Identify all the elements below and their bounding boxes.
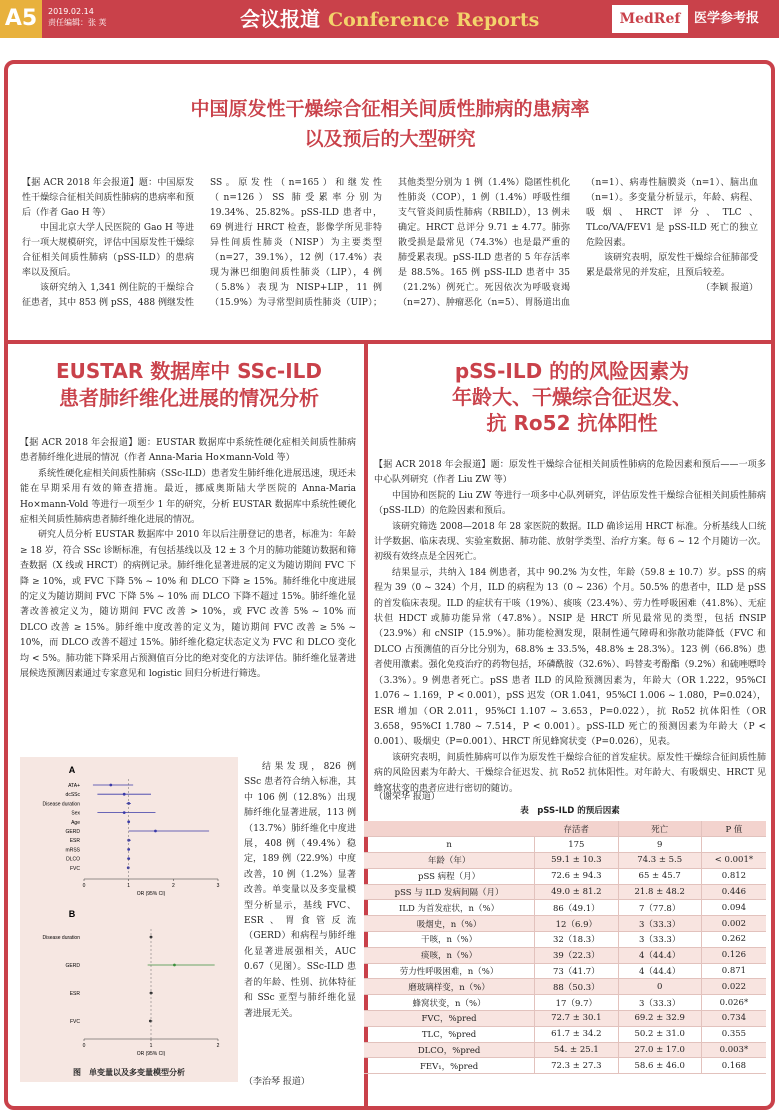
table-row [364,884,766,900]
article3-para: 该研究表明，间质性肺病可以作为原发性干燥综合征的首发症状。原发性干燥综合征间质性肺病的风险因素为年龄大、干燥综合征迟发、抗 Ro52 抗体阳性。对年龄大、有吸烟史、HRCT 见蜂窝状变的患者应进行密切的随访。 [374,752,766,794]
panel-b-label: B [68,909,76,919]
table-cell: 磨玻璃样变，n（%） [364,979,535,995]
table-row [364,868,766,884]
forest-a-row-label: DLCO [66,856,80,863]
table-cell: 0.126 [701,947,766,963]
table-cell: 59.1 ± 10.3 [535,853,618,869]
table-row [364,837,766,853]
table-cell: FVC，%pred [364,1011,535,1027]
table-cell: 54. ± 25.1 [535,1042,618,1058]
article2-para: 研究人员分析 EUSTAR 数据库中 2010 年以后注册登记的患者，标准为：年龄 ≥ 18 岁，符合 SSc 诊断标准，有包括基线以及 12 ± 3 个月的肺功能随访数据和筛查数据（X 线或 HRCT）的病例记录。肺纤维化显著进展的定义为随访期间 FVC 下降 ≥ 10%，或 FVC 下降 5% ~ 10% 和 DLCO 下降 ≥ 15%。肺纤维化中度进展的定义为随访期间 FVC 下降 5% ~ 10% 而 DLCO 下降不超过 15%。肺纤维化显著改善被定义为，随访期间 FVC 改善 > 10%，或 FVC 改善 5% ~ 10% 而 DLCO 改善 ≥ 15%。肺纤维中度改善的定义为，随访期间 FVC 改善 ≥ 5% ~ 10%，而 DLCO 改善不超过 15%。肺纤维化稳定状态定义为 FVC 和 DLCO 变化均 < 5%。肺功能下降采用占预测值百分比的绝对变化的方法评估。肺纤维化显著进展候选预测因素通过专家意见和 logistic 回归分析进行筛选。 [20,530,356,680]
table-cell [701,837,766,853]
table-cell: 58.6 ± 46.0 [618,1058,701,1074]
figure-caption: 图 单变量以及多变量模型分析 [73,1068,185,1077]
table-cell: 0.734 [701,1011,766,1027]
table-row [364,916,766,932]
table-row [364,853,766,869]
forest-a-row-label: FVC [70,865,80,872]
table-cell: 劳力性呼吸困难，n（%） [364,963,535,979]
forest-a-axis-label: OR (95% CI) [136,891,166,897]
forest-a-point [123,811,126,814]
table-row [364,1058,766,1074]
forest-a-row-label: Age [71,819,80,826]
forest-b-row-label: GERD [65,963,80,969]
article3-para: 中国协和医院的 Liu ZW 等进行一项多中心队列研究，评估原发性干燥综合征相关间质性肺病（pSS-ILD）的危险因素和预后。 [374,490,766,517]
table-row [364,1042,766,1058]
header-meta [48,6,107,28]
table-cell: 3（33.3） [618,916,701,932]
table-cell: 痰咳，n（%） [364,947,535,963]
table-row [364,979,766,995]
table-cell: < 0.001* [701,853,766,869]
article1-title [40,94,740,154]
table-header-cell: P 值 [701,821,766,837]
table-row [364,1026,766,1042]
table-cell: 17（9.7） [535,995,618,1011]
article1-para: 该研究表明，原发性干燥综合征肺部受累是最常见的并发症，且预后较差。 [586,253,758,278]
horizontal-divider [8,340,771,344]
table-cell: 4（44.4） [618,947,701,963]
article3-title-line2: 年龄大、干燥综合征迟发、 [452,385,692,409]
article3-title-line1: pSS-ILD 的的风险因素为 [454,359,690,383]
article1-title-line1: 中国原发性干燥综合征相关间质性肺病的患病率 [190,98,590,120]
article2-title-line1: EUSTAR 数据库中 SSc-ILD [55,359,323,383]
table-cell: 61.7 ± 34.2 [535,1026,618,1042]
table-cell: 0 [618,979,701,995]
article2-para: 【据 ACR 2018 年会报道】题：EUSTAR 数据库中系统性硬化症相关间质性肺病患者肺纤维化进展的情况（作者 Anna-Maria Ho×mann-Vold 等） [20,438,356,464]
forest-b-row-label: FVC [70,1019,80,1025]
forest-b-point [173,964,176,967]
table-cell: 0.002 [701,916,766,932]
article3-para: 【据 ACR 2018 年会报道】题：原发性干燥综合征相关间质性肺病的危险因素和预后——一项多中心队列研究（作者 Liu ZW 等） [374,460,766,486]
table-cell: 0.355 [701,1026,766,1042]
issue-date: 2019.02.14 [48,7,94,16]
forest-a-tick-label: 3 [216,883,220,889]
forest-a-row-label: dcSSc [65,792,80,799]
table-cell: 88（50.3） [535,979,618,995]
table-cell: FEV₁，%pred [364,1058,535,1074]
table-cell: 65 ± 45.7 [618,868,701,884]
table-cell: 72.6 ± 94.3 [535,868,618,884]
forest-b-tick-label: 0 [82,1043,86,1049]
table-cell: 0.871 [701,963,766,979]
forest-plot-figure [20,757,238,1082]
article2-title-line2: 患者肺纤维化进展的情况分析 [59,386,319,410]
table-cell: 175 [535,837,618,853]
table-cell: 27.0 ± 17.0 [618,1042,701,1058]
article1-para: 【据 ACR 2018 年会报道】题：中国原发性干燥综合征相关间质性肺病的患病率和预后（作者 Gao H 等） [22,178,194,218]
article1-credit: （李颖 报道） [701,283,758,293]
article3-title-line3: 抗 Ro52 抗体阳性 [486,411,658,435]
table-caption: 表 pSS-ILD 的预后因素 [520,806,620,816]
page-number: A5 [0,0,42,38]
article1-para: 该研究纳入 1,341 例住院的干燥综合征患者，其中 853 例 pSS，488 例继发性 SS。原发性（n=165）和继发性（n=126）SS 肺受累率分别为 19.34%、25.82%。pSS-ILD 患者中，69 例进行 HRCT 检查，影像学所见非特异性间质性肺炎（NISP）为主要类型（n=27，39.1%），12 例（17.4%）表现为淋巴细胞间质性肺炎（LIP），4 例（5.8%）表现为 NISP+LIP，11 例（15.9%）为寻常型间质性肺炎（UIP）；其他类型分别为 1 例（1.4%）隐匿性机化性肺炎（COP），1 例（1.4%）呼吸性细支气管炎间质性肺病（RBILD），13 例未确定。HRCT 总评分 9.71 ± 4.77。肺弥散受损是最常见（74.3%）也是最严重的肺受累表现。pSS-ILD 患者的 5 年存活率是 88.5%。165 例 pSS-ILD 患者中 35（21.2%）例死亡。死因依次为呼吸衰竭（n=27）、肿瘤恶化（n=5）、胃肠道出血（n=1）、病毒性脑膜炎（n=1）、脑出血（n=1）。多变量分析显示，年龄、病程、吸烟、HRCT 评分、TLC、TLco/VA/FEV1 是 pSS-ILD 死亡的独立危险因素。 [22,178,758,308]
article1-body [22,176,758,336]
forest-plot [20,757,238,1067]
table-row [364,900,766,916]
table-row [364,995,766,1011]
section-title-cn: 会议报道 [240,7,320,31]
table-cell: 干咳，n（%） [364,932,535,948]
table-cell: ILD 为首发症状，n（%） [364,900,535,916]
prognosis-table [364,821,766,1074]
table-cell: 86（49.1） [535,900,618,916]
forest-b-tick-label: 1 [149,1043,153,1049]
forest-b-row-label: ESR [69,991,80,997]
table-cell: TLC，%pred [364,1026,535,1042]
table-cell: 3（33.3） [618,932,701,948]
table-cell: 39（22.3） [535,947,618,963]
table-cell: 0.022 [701,979,766,995]
forest-a-tick-label: 2 [171,883,175,889]
article3-para: 结果显示，共纳入 184 例患者，其中 90.2% 为女性，年龄（59.8 ± 10.7）岁。pSS 的病程为 39（0 ~ 324）个月，ILD 的病程为 13（0 ~ 236）个月。50.5% 的患者中，ILD 是 pSS 的首发临床表现。ILD 的症状有干咳（19%）、痰咳（23.4%）、劳力性呼吸困难（41.8%）、无症状但 HDCT 或肺功能异常（47.8%）。NSIP 是 HRCT 所见最常见的类型，包括 fNSIP（23.9%）和 cNSIP（15.9%）。肺功能检测发现，限制性通气障碍和弥散功能降低（FVC 和 DLCO 占预测值的百分比分别为，68.8% ± 33.5%，48.8% ± 28.3%）。123 例（66.8%）患者使用激素。强化免疫治疗的药物包括，环磷酰胺（32.6%）、吗替麦考酚酯（9.2%）和硫唑嘌呤（3.3%）。9 例患者死亡。pSS 患者 ILD 的风险预测因素为，年龄大（OR 1.222，95%CI 1.076 ~ 1.169，P < 0.001），pSS 迟发（OR 1.041，95%CI 1.006 ~ 1.080，P=0.024），ESR 增加（OR 2.011，95%CI 1.107 ~ 3.653，P=0.022），抗 Ro52 抗体阳性（OR 3.658，95%CI 1.780 ~ 7.514，P < 0.001）。pSS-ILD 死亡的预测因素为年龄大（P < 0.001）、吸烟史（P=0.001）、HRCT 所见蜂窝状变（P=0.026），见表。 [374,567,766,748]
forest-a-point [154,830,157,833]
forest-a-row-label: ESR [69,838,80,845]
article2-title [18,358,360,412]
table-cell: 74.3 ± 5.5 [618,853,701,869]
table-cell: 蜂窝状变，n（%） [364,995,535,1011]
article3-title [374,358,770,436]
article2-credit: （李治琴 报道） [244,1077,310,1087]
table-cell: pSS 与 ILD 发病间隔（月） [364,884,535,900]
page-header [0,0,779,38]
forest-a-row-label: ATA+ [68,783,80,789]
forest-b-point [149,1020,152,1023]
forest-a-tick-label: 0 [82,883,86,889]
forest-a-row-label: Disease duration [42,801,80,808]
table-cell: 72.3 ± 27.3 [535,1058,618,1074]
table-cell: 12（6.9） [535,916,618,932]
article2-body-side [244,760,356,1082]
table-cell: 72.7 ± 30.1 [535,1011,618,1027]
table-cell: 73（41.7） [535,963,618,979]
forest-a-row-label: mRSS [65,847,80,854]
article2-para: 系统性硬化症相关间质性肺病（SSc-ILD）患者发生肺纤维化进展迅速，现还未能在早期采用有效的筛查措施。最近，挪威奥斯陆大学医院的 Anna-Maria Ho×mann-Vold 等进行一项至少 1 年的研究，分析 EUSTAR 数据库中系统性硬化症相关间质性肺病患者肺纤维化进展的情况。 [20,468,356,526]
table-cell: 吸烟史，n（%） [364,916,535,932]
forest-a-row-label: Sex [71,810,80,817]
table-cell: 50.2 ± 31.0 [618,1026,701,1042]
article3-credit: （谢荣华 报道） [374,792,440,802]
table-cell: 0.094 [701,900,766,916]
article3-para: 该研究筛选 2008—2018 年 28 家医院的数据。ILD 确诊运用 HRCT 标准。分析基线人口统计学数据、临床表现、实验室数据、肺功能、放射学类型、治疗方案。每 6 ~ 12 个月随访一次。初级有效终点是全因死亡。 [374,521,766,563]
brand-logo-en: MedRef [612,5,688,33]
table-cell: 0.446 [701,884,766,900]
table-cell: 21.8 ± 48.2 [618,884,701,900]
article3-body [374,458,766,794]
table-cell: 49.0 ± 81.2 [535,884,618,900]
forest-a-tick-label: 1 [127,883,131,889]
brand-name-cn: 医学参考报 [694,11,760,26]
section-title-en: Conference Reports [328,9,540,31]
section-title [240,4,539,35]
table-header-cell: 存活者 [535,821,618,837]
article2-para: 结果发现，826 例 SSc 患者符合纳入标准，其中 106 例（12.8%）出现肺纤维化显著进展，113 例（13.7%）肺纤维化中度进展，408 例（49.4%）稳定，189 例（22.9%）中度改善，10 例（1.2%）显著改善。单变量以及多变量模型分析显示，基线 FVC、ESR、胃食管反流（GERD）和病程与肺纤维化显著进展强相关，AUC 0.67（见图）。SSc-ILD 患者的年龄、性别、抗体特征和 SSc 亚型与肺纤维化显著进展无关。 [244,762,356,1019]
table-cell: 0.262 [701,932,766,948]
editor-credit: 责任编辑：张 荚 [48,18,107,27]
table-cell: 0.026* [701,995,766,1011]
table-cell: 3（33.3） [618,995,701,1011]
table-cell: pSS 病程（月） [364,868,535,884]
table-row [364,947,766,963]
table-row [364,963,766,979]
table-cell: 0.168 [701,1058,766,1074]
table-cell: 69.2 ± 32.9 [618,1011,701,1027]
table-cell: 7（77.8） [618,900,701,916]
forest-a-row-label: GERD [65,829,80,835]
forest-a-point [123,793,126,796]
table-row [364,932,766,948]
table-cell: 4（44.4） [618,963,701,979]
table-header-row [364,821,766,837]
article1-para: 中国北京大学人民医院的 Gao H 等进行一项大规模研究，评估中国原发性干燥综合征相关间质性肺病（pSS-ILD）的患病率以及预后。 [22,223,194,278]
table-cell: 0.812 [701,868,766,884]
table-header-cell [364,821,535,837]
forest-a-point [127,866,130,869]
forest-a-point [109,784,112,787]
table-cell: n [364,837,535,853]
article1-title-line2: 以及预后的大型研究 [304,128,476,150]
table-cell: 9 [618,837,701,853]
panel-a-label: A [68,765,76,775]
table-row [364,1011,766,1027]
table-header-cell: 死亡 [618,821,701,837]
table-cell: 年龄（年） [364,853,535,869]
table-cell: 32（18.3） [535,932,618,948]
forest-b-row-label: Disease duration [42,935,80,941]
forest-b-tick-label: 2 [216,1043,220,1049]
forest-b-axis-label: OR (95% CI) [136,1051,166,1057]
table-cell: 0.003* [701,1042,766,1058]
table-cell: DLCO，%pred [364,1042,535,1058]
article2-body-top [20,436,356,756]
